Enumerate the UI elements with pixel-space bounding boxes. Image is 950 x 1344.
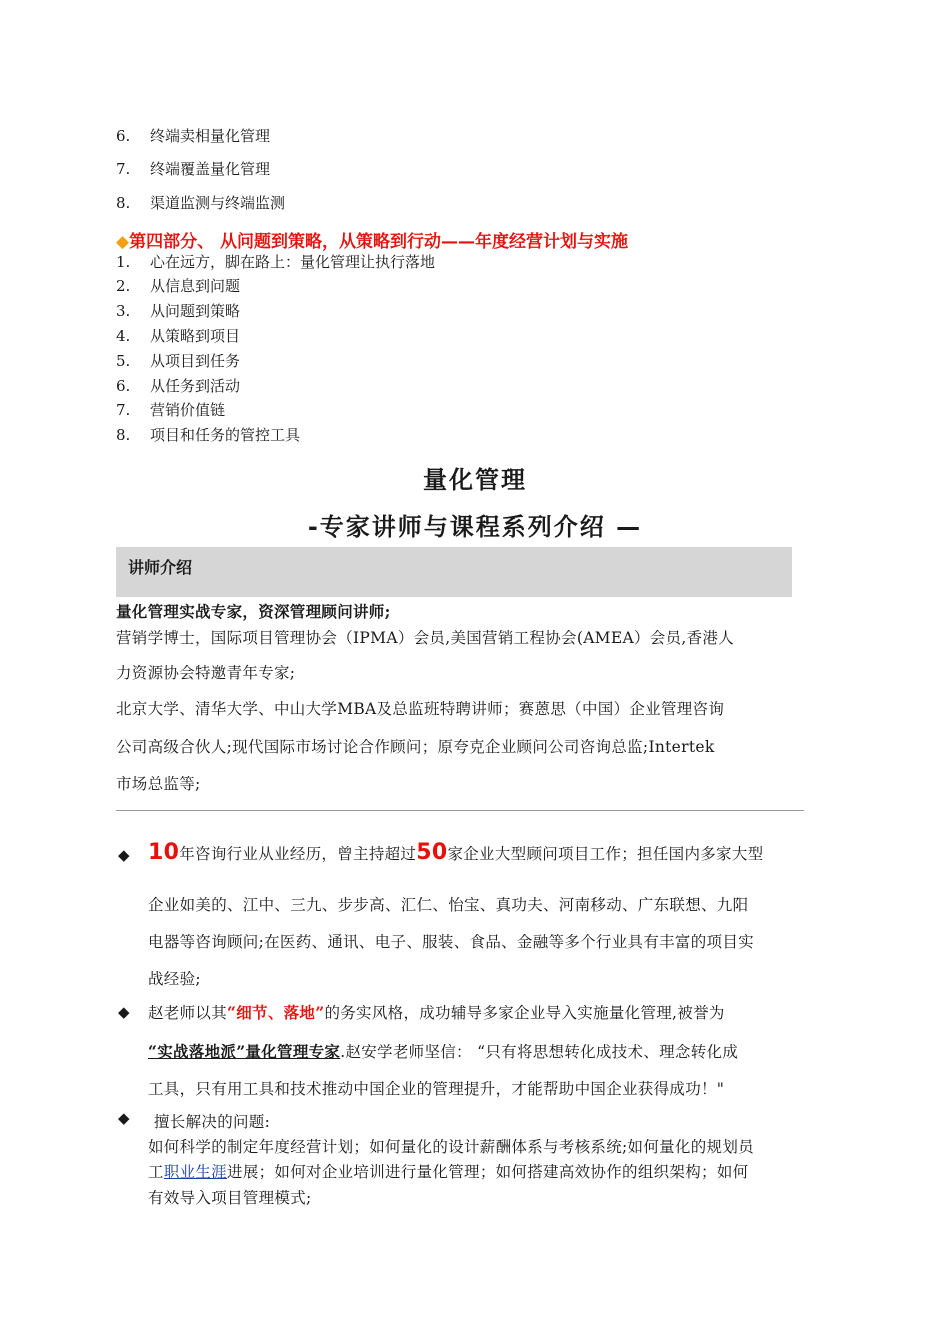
list-item: 5. 从项目到任务: [116, 352, 241, 370]
style-line: “实战落地派”量化管理专家.赵安学老师坚信： “只有将思想转化成技术、理念转化成: [148, 1042, 739, 1061]
list-item: 6. 终端卖相量化管理: [116, 127, 271, 145]
skills-line: 有效导入项目管理模式;: [148, 1189, 312, 1207]
style-line: 赵老师以其“细节、落地”的务实风格，成功辅导多家企业导入实施量化管理,被誉为: [148, 1003, 725, 1022]
list-item: 6. 从任务到活动: [116, 377, 241, 395]
list-item: 1. 心在远方，脚在路上：量化管理让执行落地: [116, 253, 436, 271]
experience-line: 战经验;: [148, 970, 201, 988]
page-title: 量化管理: [423, 466, 527, 494]
bio-line: 营销学博士，国际项目管理协会（IPMA）会员,美国营销工程协会(AMEA）会员,香港人: [116, 629, 734, 647]
diamond-icon: ◆: [116, 232, 130, 252]
skills-line: 工职业生涯进展；如何对企业培训进行量化管理；如何搭建高效协作的组织架构；如何: [148, 1163, 749, 1181]
skills-heading: 擅长解决的问题:: [154, 1113, 271, 1131]
experience-line: 电器等咨询顾问;在医药、通讯、电子、服装、食品、金融等多个行业具有丰富的项目实: [148, 933, 754, 951]
list-item: 3. 从问题到策略: [116, 302, 241, 320]
instructor-section-title: 讲师介绍: [128, 558, 193, 577]
list-item: 7. 营销价值链: [116, 401, 226, 419]
list-item: 7. 终端覆盖量化管理: [116, 160, 271, 178]
list-item: 2. 从信息到问题: [116, 277, 241, 295]
diamond-icon: ◆: [118, 1003, 130, 1021]
diamond-icon: ◆: [118, 846, 130, 864]
list-item: 8. 项目和任务的管控工具: [116, 426, 301, 444]
list-item: 8. 渠道监测与终端监测: [116, 194, 286, 212]
bio-line: 公司高级合伙人;现代国际市场讨论合作顾问；原夸克企业顾问公司咨询总监;Intertek: [116, 738, 715, 756]
bio-line: 市场总监等;: [116, 775, 201, 793]
bio-line: 力资源协会特邀青年专家;: [116, 664, 296, 682]
divider: [116, 810, 804, 811]
skills-line: 如何科学的制定年度经营计划；如何量化的设计薪酬体系与考核系统;如何量化的规划员: [148, 1138, 754, 1156]
section-heading-part4: ◆第四部分、 从问题到策略，从策略到行动——年度经营计划与实施: [116, 232, 628, 252]
diamond-icon: ◆: [118, 1109, 130, 1127]
bio-line: 北京大学、清华大学、中山大学MBA及总监班特聘讲师；赛蒽思（中国）企业管理咨询: [116, 700, 725, 718]
style-line: 工具，只有用工具和技术推动中国企业的管理提升，才能帮助中国企业获得成功！": [148, 1080, 725, 1098]
experience-line: 10年咨询行业从业经历，曾主持超过50家企业大型顾问项目工作；担任国内多家大型: [148, 840, 764, 865]
bio-headline: 量化管理实战专家，资深管理顾问讲师;: [116, 602, 391, 621]
experience-line: 企业如美的、江中、三九、步步高、汇仁、怡宝、真功夫、河南移动、广东联想、九阳: [148, 896, 749, 914]
list-item: 4. 从策略到项目: [116, 327, 241, 345]
page-subtitle: -专家讲师与课程系列介绍 —: [307, 513, 643, 541]
instructor-section-bar: [116, 547, 792, 597]
career-link[interactable]: 职业生涯: [163, 1163, 228, 1181]
